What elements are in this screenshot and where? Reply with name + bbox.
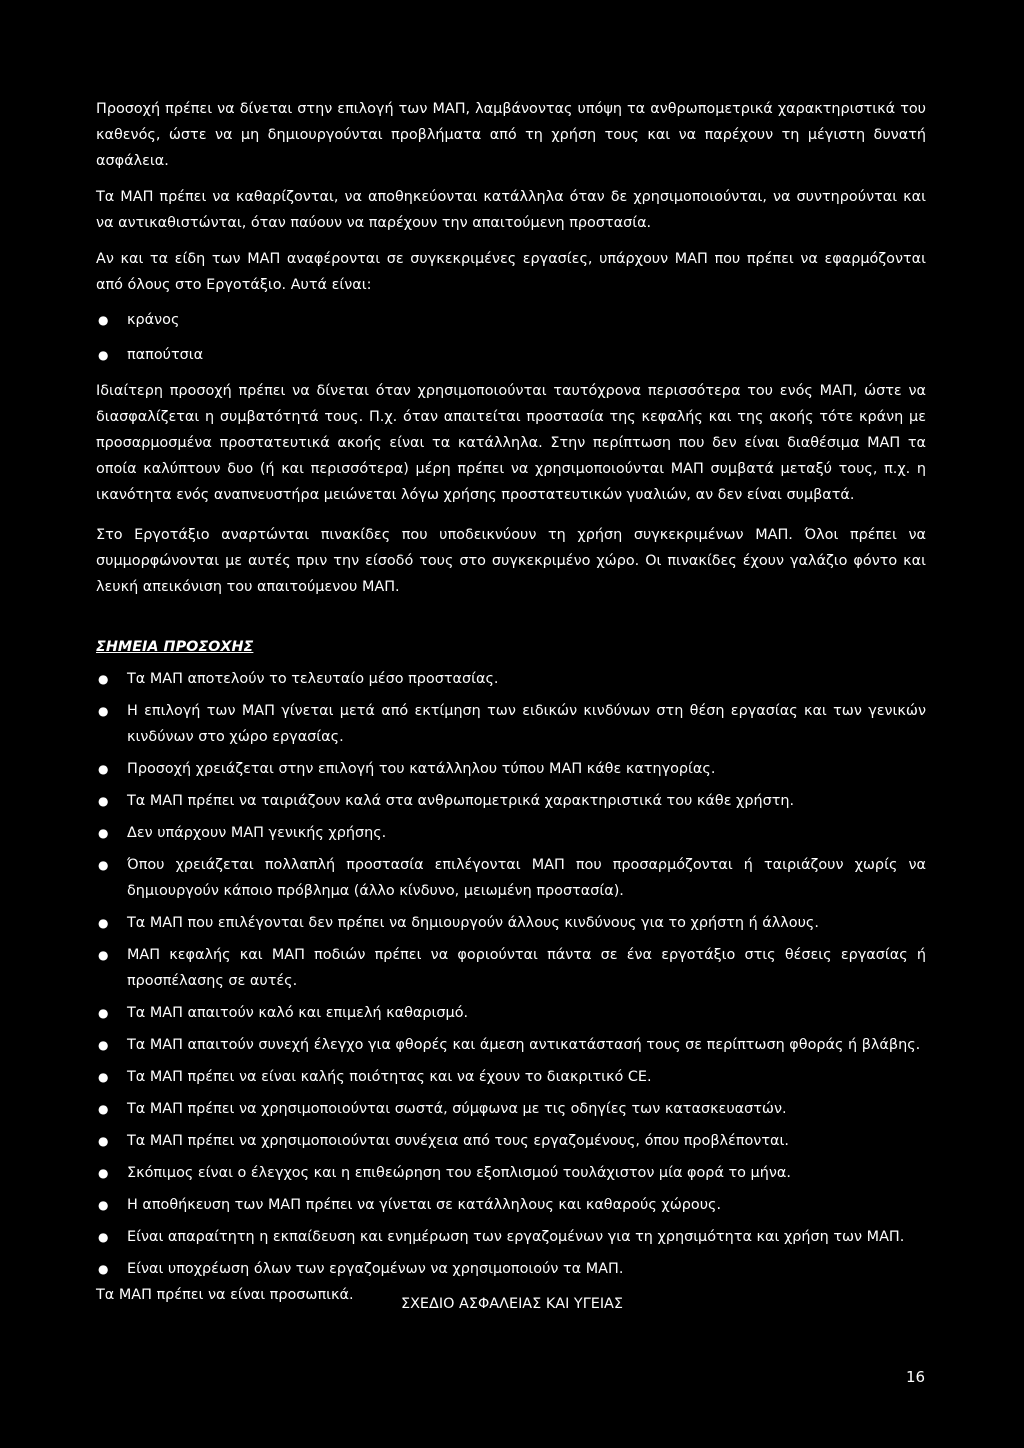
attention-points-list [96,666,926,1282]
list-item: ● Προσοχή χρειάζεται στην επιλογή του κατάλληλου τύπου ΜΑΠ κάθε κατηγορίας. [96,756,926,782]
bullet-icon: ● [98,858,109,872]
bullet-icon: ● [98,704,109,718]
list-item: ● Τα ΜΑΠ απαιτούν καλό και επιμελή καθαρισμό. [96,1000,926,1026]
attention-heading: ΣΗΜΕΙΑ ΠΡΟΣΟΧΗΣ [96,639,254,655]
intro-paragraph-1: Προσοχή πρέπει να δίνεται στην επιλογή των ΜΑΠ, λαμβάνοντας υπόψη τα ανθρωπομετρικά χαρακτηριστικά του καθενός, ώστε να μη δημιουργούνται προβλήματα από τη χρήση τους και να παρέχουν τη μέγιστη δυνατή ασφάλεια. [96,101,926,169]
list-item: ● Τα ΜΑΠ αποτελούν το τελευταίο μέσο προστασίας. [96,666,926,692]
intro-paragraph-2: Τα ΜΑΠ πρέπει να καθαρίζονται, να αποθηκεύονται κατάλληλα όταν δε χρησιμοποιούνται, να συντηρούνται και να αντικαθιστώνται, όταν παύουν να παρέχουν την απαιτούμενη προστασία. [96,189,926,231]
bullet-icon: ● [98,1134,109,1148]
bullet-icon: ● [98,1262,109,1276]
bullet-icon: ● [98,672,109,686]
list-item: ● παπούτσια [96,342,926,368]
list-item: ● Είναι απαραίτητη η εκπαίδευση και ενημέρωση των εργαζομένων για τη χρησιμότητα και χρήση των ΜΑΠ. [96,1224,926,1250]
bullet-icon: ● [98,1038,109,1052]
list-item: ● Σκόπιμος είναι ο έλεγχος και η επιθεώρηση του εξοπλισμού τουλάχιστον μία φορά το μήνα. [96,1160,926,1186]
bullet-icon: ● [98,1102,109,1116]
list-item: ● Όπου χρειάζεται πολλαπλή προστασία επιλέγονται ΜΑΠ που προσαρμόζονται ή ταιριάζουν χωρίς να δημιουργούν κάποιο πρόβλημα (άλλο κίνδυνο, μειωμένη προστασία). [96,852,926,904]
bullet-icon: ● [98,794,109,808]
intro-paragraph-3: Αν και τα είδη των ΜΑΠ αναφέρονται σε συγκεκριμένες εργασίες, υπάρχουν ΜΑΠ που πρέπει να εφαρμόζονται από όλους στο Εργοτάξιο. Αυτά είναι: [96,251,926,293]
list-item: ● Τα ΜΑΠ πρέπει να χρησιμοποιούνται συνέχεια από τους εργαζομένους, όπου προβλέπονται. [96,1128,926,1154]
mandatory-ppe-list [96,307,926,368]
bullet-icon: ● [98,1198,109,1212]
intro-paragraph-5: Στο Εργοτάξιο αναρτώνται πινακίδες που υποδεικνύουν τη χρήση συγκεκριμένων ΜΑΠ. Όλοι πρέπει να συμμορφώνονται με αυτές πριν την είσοδό τους στο συγκεκριμένο χώρο. Οι πινακίδες έχουν γαλάζιο φόντο και λευκή απεικόνιση του απαιτούμενου ΜΑΠ. [96,527,926,595]
list-item: ● Τα ΜΑΠ πρέπει να χρησιμοποιούνται σωστά, σύμφωνα με τις οδηγίες των κατασκευαστών. [96,1096,926,1122]
closing-statement: Τα ΜΑΠ πρέπει να είναι προσωπικά. [96,1287,354,1303]
intro-paragraph-4: Ιδιαίτερη προσοχή πρέπει να δίνεται όταν χρησιμοποιούνται ταυτόχρονα περισσότερα του ενός ΜΑΠ, ώστε να διασφαλίζεται η συμβατότητά τους. Π.χ. όταν απαιτείται προστασία της κεφαλής και της ακοής τότε κράνη με προσαρμοσμένα προστατευτικά ακοής είναι τα κατάλληλα. Στην περίπτωση που δεν είναι διαθέσιμα ΜΑΠ τα οποία καλύπτουν δυο (ή και περισσότερα) μέρη πρέπει να χρησιμοποιούνται ΜΑΠ συμβατά μεταξύ τους, π.χ. η ικανότητα ενός αναπνευστήρα μειώνεται λόγω χρήσης προστατευτικών γυαλιών, αν δεν είναι συμβατά. [96,383,926,503]
bullet-icon: ● [98,762,109,776]
list-item: ● Είναι υποχρέωση όλων των εργαζομένων να χρησιμοποιούν τα ΜΑΠ. [96,1256,926,1282]
list-item: ● Η αποθήκευση των ΜΑΠ πρέπει να γίνεται σε κατάλληλους και καθαρούς χώρους. [96,1192,926,1218]
list-item: ● ΜΑΠ κεφαλής και ΜΑΠ ποδιών πρέπει να φοριούνται πάντα σε ένα εργοτάξιο στις θέσεις εργασίας ή προσπέλασης σε αυτές. [96,942,926,994]
bullet-icon: ● [98,313,109,327]
list-item: ● Τα ΜΑΠ απαιτούν συνεχή έλεγχο για φθορές και άμεση αντικατάστασή τους σε περίπτωση φθοράς ή βλάβης. [96,1032,926,1058]
bullet-icon: ● [98,1006,109,1020]
list-item: ● Δεν υπάρχουν ΜΑΠ γενικής χρήσης. [96,820,926,846]
bullet-icon: ● [98,1230,109,1244]
footer-title: ΣΧΕΔΙΟ ΑΣΦΑΛΕΙΑΣ ΚΑΙ ΥΓΕΙΑΣ [400,1296,623,1312]
list-item: ● κράνος [96,307,926,333]
bullet-icon: ● [98,1166,109,1180]
page-number: 16 [906,1368,926,1386]
bullet-icon: ● [98,826,109,840]
bullet-icon: ● [98,1070,109,1084]
list-item: ● Τα ΜΑΠ που επιλέγονται δεν πρέπει να δημιουργούν άλλους κινδύνους για το χρήστη ή άλλους. [96,910,926,936]
bullet-icon: ● [98,916,109,930]
page-content [96,96,926,1308]
list-item: ● Τα ΜΑΠ πρέπει να ταιριάζουν καλά στα ανθρωπομετρικά χαρακτηριστικά του κάθε χρήστη. [96,788,926,814]
bullet-icon: ● [98,348,109,362]
list-item: ● Τα ΜΑΠ πρέπει να είναι καλής ποιότητας και να έχουν το διακριτικό CE. [96,1064,926,1090]
bullet-icon: ● [98,948,109,962]
list-item: ● Η επιλογή των ΜΑΠ γίνεται μετά από εκτίμηση των ειδικών κινδύνων στη θέση εργασίας και των γενικών κινδύνων στο χώρο εργασίας. [96,698,926,750]
